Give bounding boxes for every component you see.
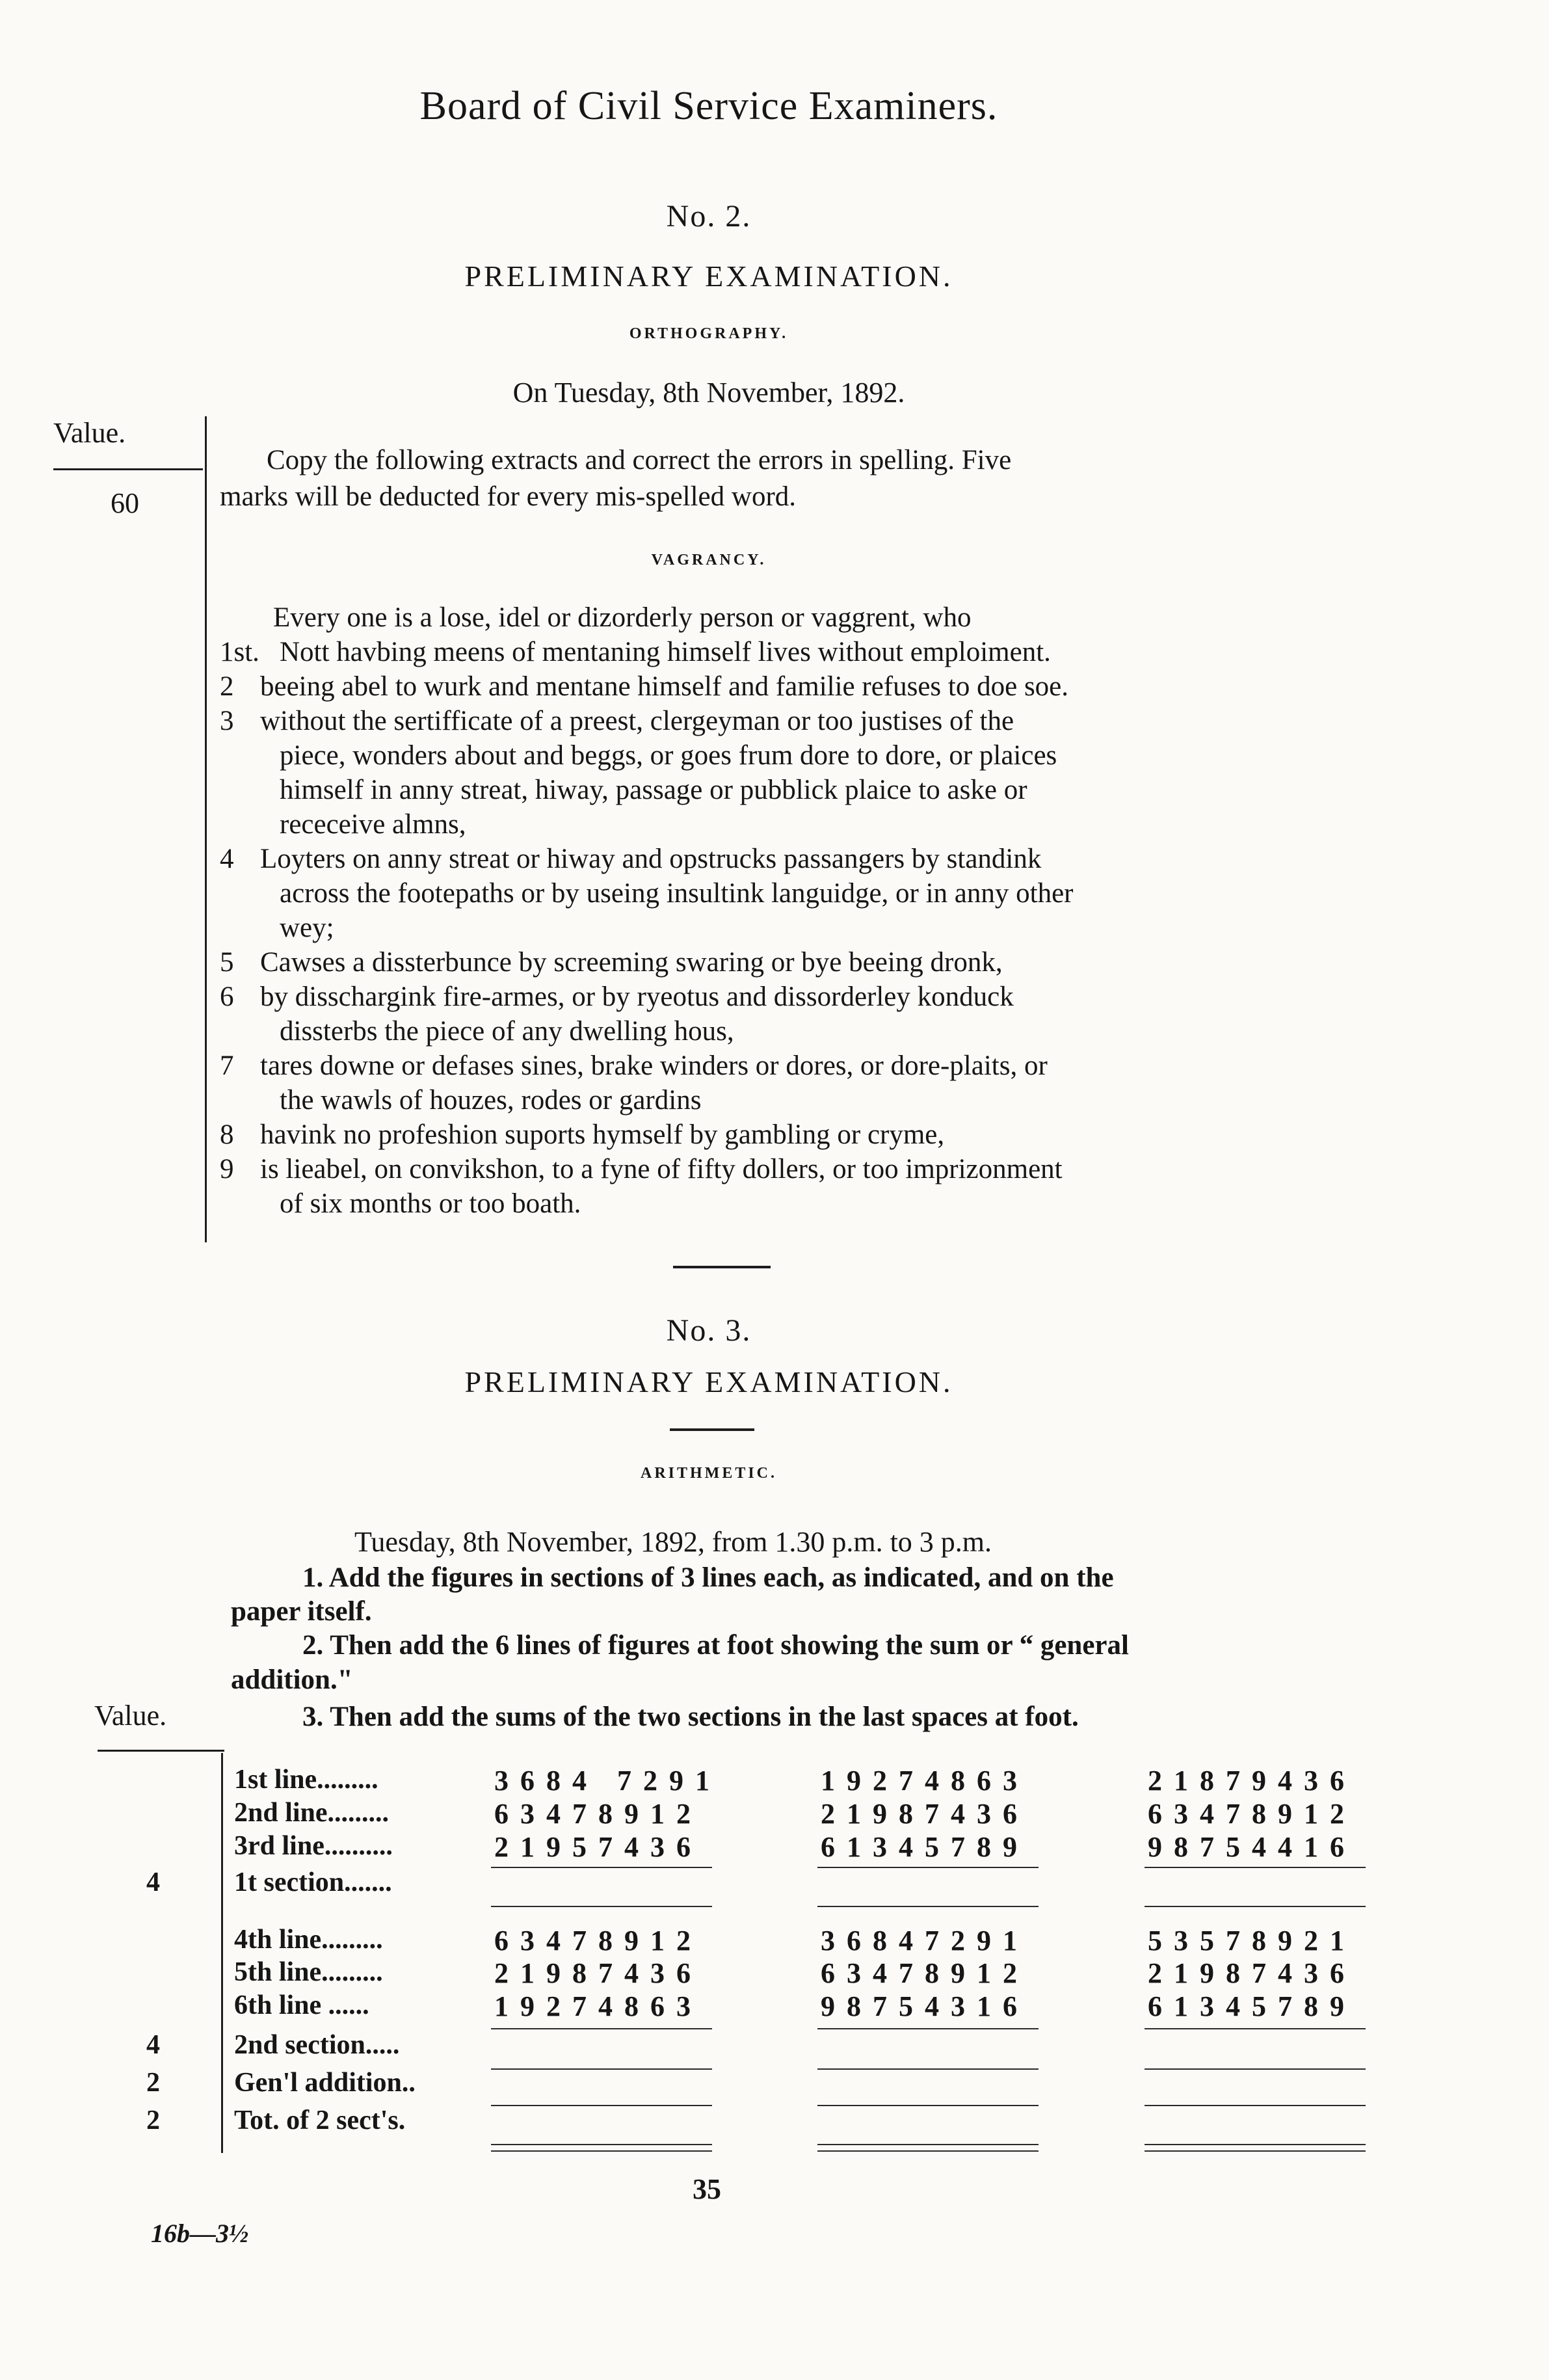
- arith-row-label: 1t section.......: [234, 1867, 392, 1897]
- arith-figures: 21957436: [494, 1831, 702, 1863]
- passage-item-line: havink no profeshion suports hymself by gambling or cryme,: [260, 1119, 945, 1150]
- arith-figures: 63478912: [494, 1925, 702, 1957]
- passage-item-number: 5: [220, 947, 234, 978]
- exam2-value-label: Value.: [53, 417, 126, 449]
- answer-line: [1145, 1867, 1366, 1868]
- exam3-instruction1-line2: paper itself.: [231, 1596, 372, 1627]
- exam3-instruction2-line2: addition.": [231, 1665, 353, 1695]
- arith-row-value: 4: [146, 2030, 160, 2060]
- arith-figures: 63478912: [821, 1957, 1029, 1989]
- passage-item-line: Nott havbing meens of mentaning himself lives without emploiment.: [280, 637, 1051, 667]
- board-title: Board of Civil Service Examiners.: [419, 84, 998, 128]
- answer-line: [817, 2068, 1039, 2070]
- answer-line: [1145, 2144, 1366, 2145]
- arith-row-label: 2nd section.....: [234, 2030, 400, 2060]
- passage-item-line: Loyters on anny streat or hiway and opstrucks passangers by standink: [260, 844, 1042, 874]
- exam3-value-label: Value.: [94, 1700, 167, 1732]
- passage-item-number: 9: [220, 1154, 234, 1184]
- passage-item-line: is lieabel, on convikshon, to a fyne of fifty dollers, or too imprizonment: [260, 1154, 1063, 1184]
- arith-figures: 19274863: [821, 1765, 1029, 1797]
- arith-figures: 61345789: [821, 1831, 1029, 1863]
- passage-item-number: 2: [220, 671, 234, 702]
- arith-row-label: 5th line.........: [234, 1957, 383, 1987]
- passage-item-number: 8: [220, 1119, 234, 1150]
- exam2-instructions-line2: marks will be deducted for every mis-spelled word.: [220, 481, 797, 512]
- answer-line: [817, 2144, 1039, 2145]
- passage-item-number: 1st.: [220, 637, 259, 667]
- answer-line: [1145, 2028, 1366, 2029]
- arith-figures: 63478912: [494, 1798, 702, 1830]
- arith-figures: 21987436: [494, 1957, 702, 1989]
- passage-item-line: beeing abel to wurk and mentane himself and familie refuses to doe soe.: [260, 671, 1069, 702]
- passage-item-line: dissterbs the piece of any dwelling hous,: [280, 1016, 734, 1047]
- passage-item-number: 6: [220, 982, 234, 1012]
- answer-line: [1145, 1906, 1366, 1907]
- exam3-title: PRELIMINARY EXAMINATION.: [464, 1365, 953, 1398]
- section-divider: [673, 1266, 771, 1268]
- answer-line: [817, 1867, 1039, 1868]
- exam2-subject: ORTHOGRAPHY.: [629, 325, 789, 342]
- passage-item-line: tares downe or defases sines, brake winders or dores, or dore-plaits, or: [260, 1050, 1048, 1081]
- arith-row-label: 2nd line.........: [234, 1798, 390, 1828]
- exam2-number: No. 2.: [666, 199, 752, 234]
- exam3-instruction1-line1: 1. Add the figures in sections of 3 lines each, as indicated, and on the: [302, 1562, 1114, 1593]
- exam2-date: On Tuesday, 8th November, 1892.: [512, 377, 905, 408]
- arith-row-value: 2: [146, 2106, 160, 2135]
- answer-line: [491, 1906, 712, 1907]
- passage-item-line: the wawls of houzes, rodes or gardins: [280, 1085, 702, 1116]
- passage-title: VAGRANCY.: [651, 552, 767, 568]
- exam2-value-rule: [53, 468, 203, 470]
- exam2-value: 60: [111, 487, 139, 519]
- arith-row-label: Gen'l addition..: [234, 2068, 416, 2098]
- passage-item-number: 4: [220, 844, 234, 874]
- arith-figures: 98754316: [821, 1990, 1029, 2022]
- page-number: 35: [693, 2173, 721, 2205]
- answer-line: [817, 2105, 1039, 2106]
- answer-line: [491, 2028, 712, 2029]
- passage-item-line: of six months or too boath.: [280, 1188, 581, 1219]
- exam3-value-rule: [98, 1750, 224, 1752]
- exam2-instructions-line1: Copy the following extracts and correct the errors in spelling. Five: [267, 445, 1012, 475]
- exam3-instruction2-line1: 2. Then add the 6 lines of figures at foot showing the sum or “ general: [302, 1630, 1129, 1661]
- passage-item-line: by disschargink fire-armes, or by ryeotus and dissorderley konduck: [260, 982, 1014, 1012]
- exam2-margin-line: [205, 416, 207, 1242]
- footer-code: 16b—3½: [151, 2219, 248, 2248]
- exam3-title-rule: [670, 1428, 754, 1431]
- arith-row-value: 4: [146, 1867, 160, 1897]
- passage-item-line: piece, wonders about and beggs, or goes frum dore to dore, or plaices: [280, 740, 1057, 771]
- passage-item-line: wey;: [280, 913, 334, 943]
- exam3-number: No. 3.: [666, 1313, 752, 1348]
- answer-line: [491, 2150, 712, 2152]
- answer-line: [491, 2144, 712, 2145]
- arith-figures: 21987436: [1148, 1957, 1356, 1989]
- answer-line: [817, 2028, 1039, 2029]
- arith-row-label: Tot. of 2 sect's.: [234, 2106, 406, 2135]
- answer-line: [491, 1867, 712, 1868]
- arith-figures: 61345789: [1148, 1990, 1356, 2022]
- answer-line: [1145, 2068, 1366, 2070]
- exam3-instruction3: 3. Then add the sums of the two sections in the last spaces at foot.: [302, 1702, 1079, 1732]
- passage-intro: Every one is a lose, idel or dizorderly person or vaggrent, who: [273, 602, 972, 633]
- passage-item-number: 7: [220, 1050, 234, 1081]
- arith-figures: 53578921: [1148, 1925, 1356, 1957]
- arith-figures: 36847291: [821, 1925, 1029, 1957]
- arith-figures: 63478912: [1148, 1798, 1356, 1830]
- answer-line: [1145, 2105, 1366, 2106]
- exam2-title: PRELIMINARY EXAMINATION.: [464, 260, 953, 293]
- arith-row-label: 3rd line..........: [234, 1831, 393, 1861]
- passage-item-line: Cawses a dissterbunce by screeming swaring or bye beeing dronk,: [260, 947, 1003, 978]
- arith-figures: 3684 7291: [494, 1765, 721, 1797]
- arith-row-value: 2: [146, 2068, 160, 2098]
- exam3-date: Tuesday, 8th November, 1892, from 1.30 p.m. to 3 p.m.: [354, 1526, 992, 1558]
- answer-line: [817, 1906, 1039, 1907]
- arith-figures: 21879436: [1148, 1765, 1356, 1797]
- arith-row-label: 4th line.........: [234, 1925, 383, 1955]
- answer-line: [491, 2105, 712, 2106]
- arith-row-label: 6th line ......: [234, 1990, 369, 2020]
- answer-line: [817, 2150, 1039, 2152]
- passage-item-line: across the footepaths or by useing insultink languidge, or in anny other: [280, 878, 1074, 909]
- arith-figures: 21987436: [821, 1798, 1029, 1830]
- passage-item-number: 3: [220, 706, 234, 736]
- passage-item-line: himself in anny streat, hiway, passage or pubblick plaice to aske or: [280, 775, 1027, 805]
- exam3-subject: ARITHMETIC.: [640, 1465, 778, 1482]
- exam3-margin-line: [221, 1753, 223, 2153]
- arith-figures: 98754416: [1148, 1831, 1356, 1863]
- arith-figures: 19274863: [494, 1990, 702, 2022]
- passage-item-line: receceive almns,: [280, 809, 466, 840]
- arith-row-label: 1st line.........: [234, 1765, 378, 1795]
- answer-line: [1145, 2150, 1366, 2152]
- answer-line: [491, 2068, 712, 2070]
- passage-item-line: without the sertifficate of a preest, clergeyman or too justises of the: [260, 706, 1014, 736]
